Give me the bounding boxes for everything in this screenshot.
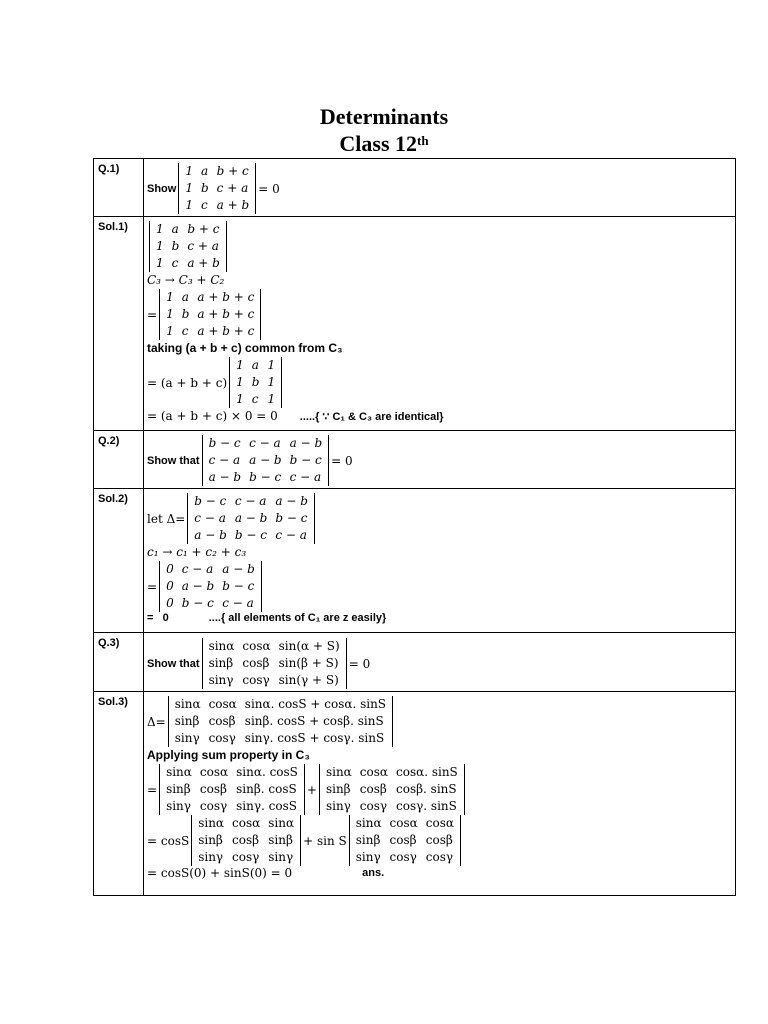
determinant-entry: c − a bbox=[194, 511, 226, 525]
determinant-entry: c + a bbox=[187, 239, 219, 253]
determinant-column bbox=[356, 764, 392, 815]
column-operation: C₃ → C₃ + C₂ bbox=[147, 273, 225, 287]
determinant-entry: 1 bbox=[236, 392, 244, 406]
determinant-column bbox=[196, 764, 232, 815]
determinant-entry: 1 bbox=[185, 164, 193, 178]
determinant-entry: sinγ bbox=[174, 731, 200, 745]
determinant bbox=[349, 815, 461, 866]
determinant-entry: 1 bbox=[166, 324, 174, 338]
plus-sign: + bbox=[306, 782, 317, 797]
determinant-entry: a bbox=[200, 164, 209, 178]
determinant-entry: b + c bbox=[216, 164, 249, 178]
determinant bbox=[319, 764, 465, 815]
determinant bbox=[168, 696, 393, 747]
determinant-entry: a − b bbox=[222, 562, 255, 576]
determinant-entry: cosγ bbox=[199, 799, 228, 813]
determinant-entry: cosγ bbox=[242, 673, 270, 687]
determinant-column bbox=[190, 493, 231, 544]
determinant-entry: sinβ bbox=[355, 833, 381, 847]
determinant-entry: cosγ. sinS bbox=[396, 799, 457, 813]
determinant-entry: sinβ bbox=[174, 714, 200, 728]
solution-cell bbox=[144, 489, 736, 633]
determinant bbox=[191, 815, 301, 866]
determinant-column bbox=[178, 289, 194, 340]
determinant-entry: cosβ bbox=[208, 714, 236, 728]
determinant-column bbox=[183, 221, 224, 272]
determinant-column bbox=[162, 764, 196, 815]
determinant-entry: b − c bbox=[234, 528, 267, 542]
determinant-column bbox=[228, 815, 264, 866]
determinant-column bbox=[275, 638, 344, 689]
equals-zero: = 0 bbox=[348, 656, 371, 671]
determinant-entry: sinγ bbox=[208, 673, 234, 687]
determinant-entry: cosβ bbox=[425, 833, 453, 847]
equals-sign: = bbox=[147, 782, 158, 797]
question-label: Q.2) bbox=[94, 431, 144, 489]
determinant-entry: sinα bbox=[166, 765, 192, 779]
determinant-entry: cosα bbox=[359, 765, 388, 779]
determinant bbox=[202, 638, 347, 689]
determinant-entry: c − a bbox=[181, 562, 214, 576]
determinant-entry: a bbox=[171, 222, 179, 236]
determinant-entry: b − c bbox=[275, 511, 308, 525]
determinant-entry: a − b bbox=[249, 453, 282, 467]
equals-zero: = 0 bbox=[258, 181, 280, 196]
determinant-entry: cosα. sinS bbox=[396, 765, 458, 779]
final-expression: = (a + b + c) × 0 = 0 bbox=[147, 409, 278, 423]
determinant-entry: 1 bbox=[267, 375, 276, 389]
determinant-entry: b + c bbox=[187, 222, 220, 236]
determinant-entry: sinγ. cosS bbox=[236, 799, 297, 813]
determinant-entry: 0 bbox=[166, 562, 174, 576]
determinant-column bbox=[232, 357, 248, 408]
delta-definition: let Δ= bbox=[147, 511, 186, 526]
solution-label: Sol.3) bbox=[94, 692, 144, 896]
determinant bbox=[187, 493, 315, 544]
determinant-entry: c − a bbox=[289, 470, 322, 484]
determinant-entry: c bbox=[251, 392, 259, 406]
show-text: Show that bbox=[147, 657, 200, 670]
determinant-column bbox=[271, 493, 312, 544]
determinant-entry: a + b bbox=[187, 256, 220, 270]
determinant-entry: 1 bbox=[236, 375, 244, 389]
determinant-entry: 1 bbox=[267, 392, 276, 406]
table-row bbox=[94, 431, 736, 489]
determinant-entry: sinβ bbox=[208, 656, 234, 670]
determinant-entry: c bbox=[181, 324, 189, 338]
determinant-column bbox=[193, 289, 258, 340]
solution-cell bbox=[144, 692, 736, 896]
determinant-entry: 1 bbox=[156, 256, 164, 270]
determinant-entry: cosβ bbox=[359, 782, 387, 796]
determinant-entry: 1 bbox=[156, 222, 164, 236]
determinant-entry: sinβ bbox=[268, 833, 293, 847]
determinant-entry: 1 bbox=[166, 290, 174, 304]
determinant-entry: b − c bbox=[194, 494, 227, 508]
determinant-column bbox=[231, 493, 272, 544]
determinant-entry: sinγ. cosS + cosγ. sinS bbox=[244, 731, 385, 745]
determinant-column bbox=[238, 638, 274, 689]
determinant-entry: sinβ bbox=[166, 782, 191, 796]
determinant-column bbox=[213, 163, 254, 214]
determinant bbox=[159, 561, 262, 612]
determinant-entry: cosα bbox=[242, 639, 271, 653]
determinant-entry: a − b bbox=[208, 470, 242, 484]
determinant bbox=[202, 435, 330, 486]
question-cell bbox=[144, 633, 736, 692]
determinant-entry: 0 bbox=[166, 579, 174, 593]
determinant-column bbox=[178, 561, 219, 612]
determinant-entry: cosγ bbox=[208, 731, 236, 745]
determinant-entry: c − a bbox=[208, 453, 241, 467]
determinant-entry: b − c bbox=[249, 470, 282, 484]
determinant-entry: sin(α + S) bbox=[278, 639, 340, 653]
show-text: Show that bbox=[147, 454, 200, 467]
table-row bbox=[94, 633, 736, 692]
step-text: taking (a + b + c) common from C₃ bbox=[147, 341, 343, 355]
determinant-entry: b bbox=[171, 239, 180, 253]
determinant-entry: sinβ. cosS bbox=[236, 782, 297, 796]
determinant-entry: sinα bbox=[208, 639, 235, 653]
determinant-entry: c − a bbox=[234, 494, 267, 508]
determinant-entry: cosα bbox=[389, 816, 418, 830]
determinant-entry: cosγ bbox=[232, 850, 260, 864]
determinant-entry: a − b bbox=[234, 511, 268, 525]
determinant-column bbox=[263, 357, 279, 408]
step-text: Applying sum property in C₃ bbox=[147, 748, 310, 762]
determinant-entry: c − a bbox=[249, 436, 281, 450]
determinant-entry: cosβ bbox=[242, 656, 270, 670]
determinant-entry: sinγ bbox=[325, 799, 351, 813]
determinant-entry: b − c bbox=[222, 579, 255, 593]
determinant-entry: 0 bbox=[166, 596, 174, 610]
determinant-entry: cosβ bbox=[232, 833, 260, 847]
determinant-column bbox=[232, 764, 302, 815]
determinant-entry: c − a bbox=[222, 596, 254, 610]
determinant bbox=[149, 221, 227, 272]
determinant-column bbox=[205, 696, 241, 747]
determinant-column bbox=[264, 815, 298, 866]
determinant-entry: sinα bbox=[325, 765, 352, 779]
page-subtitle bbox=[0, 131, 768, 157]
determinant-entry: cosβ. sinS bbox=[396, 782, 457, 796]
solution-label: Sol.2) bbox=[94, 489, 144, 633]
qa-table bbox=[93, 158, 736, 896]
determinant-column bbox=[245, 435, 286, 486]
determinant-entry: sinα bbox=[268, 816, 295, 830]
determinant-entry: a + b bbox=[216, 198, 250, 212]
determinant-column bbox=[205, 638, 239, 689]
cos-factor: = cosS bbox=[147, 833, 190, 848]
determinant-entry: 1 bbox=[267, 358, 276, 372]
determinant-column bbox=[392, 764, 462, 815]
table-row bbox=[94, 692, 736, 896]
determinant-entry: 1 bbox=[156, 239, 164, 253]
determinant-entry: 1 bbox=[185, 198, 193, 212]
determinant-entry: a − b bbox=[289, 436, 323, 450]
determinant-entry: cosβ bbox=[389, 833, 417, 847]
determinant-entry: sinγ bbox=[355, 850, 381, 864]
determinant-entry: b − c bbox=[289, 453, 322, 467]
determinant-entry: sinγ bbox=[166, 799, 191, 813]
determinant-entry: a bbox=[251, 358, 259, 372]
determinant-entry: sinγ bbox=[198, 850, 224, 864]
determinant bbox=[159, 289, 261, 340]
determinant-entry: cosα bbox=[208, 697, 237, 711]
determinant-entry: b bbox=[181, 307, 190, 321]
question-label: Q.3) bbox=[94, 633, 144, 692]
determinant-column bbox=[422, 815, 458, 866]
delta-symbol: Δ= bbox=[147, 714, 166, 729]
question-label: Q.1) bbox=[94, 159, 144, 217]
determinant-entry: sinα. cosS bbox=[236, 765, 298, 779]
determinant-entry: c + a bbox=[216, 181, 249, 195]
determinant-entry: cosβ bbox=[199, 782, 227, 796]
determinant-entry: 1 bbox=[185, 181, 193, 195]
equals-zero: = 0 bbox=[331, 453, 353, 468]
determinant-column bbox=[168, 221, 184, 272]
determinant-entry: sinγ bbox=[268, 850, 294, 864]
determinant-entry: 1 bbox=[166, 307, 174, 321]
determinant-entry: sinα. cosS + cosα. sinS bbox=[244, 697, 387, 711]
class-label: Class 12 bbox=[339, 131, 418, 156]
page-title: Determinants bbox=[319, 104, 449, 129]
determinant-column bbox=[386, 815, 422, 866]
final-expression: = cosS(0) + sinS(0) = 0 bbox=[147, 866, 293, 880]
determinant-entry: a + b + c bbox=[197, 307, 255, 321]
class-suffix: th bbox=[417, 133, 429, 148]
determinant-entry: c bbox=[171, 256, 179, 270]
determinant-entry: sin(β + S) bbox=[278, 656, 339, 670]
determinant-column bbox=[152, 221, 168, 272]
solution-label: Sol.1) bbox=[94, 217, 144, 431]
determinant-column bbox=[241, 696, 390, 747]
determinant bbox=[159, 764, 305, 815]
determinant-entry: a bbox=[181, 290, 189, 304]
determinant-column bbox=[162, 561, 178, 612]
determinant-entry: cosα bbox=[232, 816, 261, 830]
determinant-column bbox=[205, 435, 246, 486]
determinant-entry: cosγ bbox=[359, 799, 388, 813]
table-row bbox=[94, 217, 736, 431]
determinant bbox=[178, 163, 256, 214]
determinant-entry: sinβ bbox=[198, 833, 223, 847]
equals-sign: = bbox=[147, 307, 158, 322]
determinant-entry: cosγ bbox=[389, 850, 417, 864]
question-cell bbox=[144, 431, 736, 489]
determinant-entry: a − b bbox=[194, 528, 227, 542]
table-row bbox=[94, 159, 736, 217]
table-row bbox=[94, 489, 736, 633]
reason-note: ....{ all elements of C₁ are z easily} bbox=[208, 612, 387, 624]
determinant-entry: a + b + c bbox=[197, 290, 255, 304]
determinant-entry: b bbox=[251, 375, 260, 389]
determinant-entry: c bbox=[200, 198, 208, 212]
determinant-entry: cosα bbox=[199, 765, 229, 779]
factor-expression: = (a + b + c) bbox=[147, 375, 228, 390]
determinant-entry: sinα bbox=[174, 697, 201, 711]
determinant-column bbox=[171, 696, 205, 747]
determinant-entry: 1 bbox=[236, 358, 244, 372]
determinant-column bbox=[248, 357, 264, 408]
determinant-column bbox=[218, 561, 259, 612]
determinant-entry: a + b + c bbox=[197, 324, 255, 338]
determinant-entry: cosγ bbox=[425, 850, 454, 864]
equals-sign: = bbox=[147, 579, 158, 594]
sin-factor: + sin S bbox=[303, 833, 347, 848]
determinant-column bbox=[194, 815, 228, 866]
reason-note: .....{ ∵ C₁ & C₃ are identical} bbox=[299, 410, 444, 423]
determinant-entry: a − b bbox=[275, 494, 308, 508]
determinant-entry: cosα bbox=[425, 816, 454, 830]
determinant-entry: a − b bbox=[181, 579, 215, 593]
determinant-column bbox=[162, 289, 178, 340]
determinant-entry: b − c bbox=[181, 596, 214, 610]
determinant-column bbox=[197, 163, 213, 214]
determinant-entry: c − a bbox=[275, 528, 307, 542]
determinant-column bbox=[286, 435, 327, 486]
determinant-column bbox=[181, 163, 197, 214]
answer-label: ans. bbox=[362, 867, 385, 879]
determinant-entry: sinα bbox=[355, 816, 382, 830]
column-operation: c₁ → c₁ + c₂ + c₃ bbox=[147, 545, 247, 559]
determinant-entry: sinβ. cosS + cosβ. sinS bbox=[244, 714, 384, 728]
final-expression: = 0 bbox=[147, 612, 169, 624]
question-cell bbox=[144, 159, 736, 217]
determinant-entry: sinβ bbox=[325, 782, 351, 796]
determinant-entry: sinα bbox=[198, 816, 225, 830]
determinant-column bbox=[322, 764, 356, 815]
determinant-entry: b bbox=[200, 181, 209, 195]
determinant bbox=[229, 357, 282, 408]
determinant-entry: b − c bbox=[208, 436, 241, 450]
determinant-entry: sin(γ + S) bbox=[278, 673, 339, 687]
determinant-column bbox=[352, 815, 386, 866]
solution-cell bbox=[144, 217, 736, 431]
show-text: Show bbox=[147, 182, 177, 195]
